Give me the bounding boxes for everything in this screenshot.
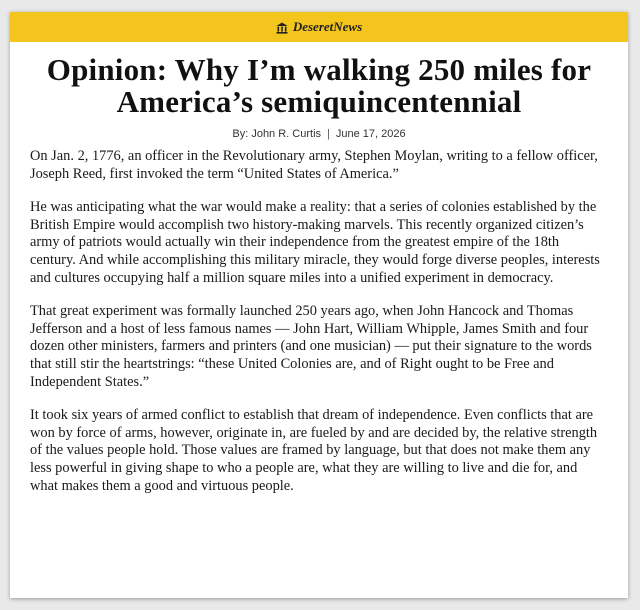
article-paragraph: It took six years of armed conflict to establish that dream of independence. Even conflicts that are won by force of arms, however, originate in, are fueled by and are decided by, the relative strength of the values people hold. Those values are framed by language, but that does not make them any less powerful in giving shape to who a people are, what they are willing to live and die for, and what makes them a good and virtuous people. — [30, 407, 598, 494]
byline-separator: | — [327, 128, 330, 140]
article-paragraph: On Jan. 2, 1776, an officer in the Revolutionary army, Stephen Moylan, writing to a fellow officer, Joseph Reed, first invoked the term “United States of America.” — [30, 148, 598, 182]
brand-logo[interactable]: DeseretNews — [292, 19, 363, 34]
masthead — [10, 12, 628, 42]
temple-icon — [276, 21, 288, 33]
byline — [10, 128, 628, 140]
article-headline: Opinion: Why I’m walking 250 miles for America’s semiquincentennial — [46, 52, 592, 119]
byline-author[interactable]: By: John R. Curtis — [232, 128, 322, 140]
article-page — [10, 12, 628, 598]
article-paragraph: That great experiment was formally launched 250 years ago, when John Hancock and Thomas Jefferson and a host of less famous names — John Hart, William Whipple, James Smith and four dozen other ministers, farmers and printers (and one musician) — put their signature to the words that still stir the heartstrings: “these United Colonies are, and of Right ought to be Free and Independent States.” — [30, 303, 592, 390]
article-body — [30, 148, 608, 495]
article-paragraph: He was anticipating what the war would make a reality: that a series of colonies established by the British Empire would accomplish two history-making marvels. This recently organized citizen’s army of patriots would actually win their independence from the greatest empire of the 18th century. And while accomplishing this military miracle, they would forge diverse peoples, interests and cultures occupying half a million square miles into a unified experiment in democracy. — [30, 199, 600, 286]
byline-date: June 17, 2026 — [335, 128, 406, 140]
